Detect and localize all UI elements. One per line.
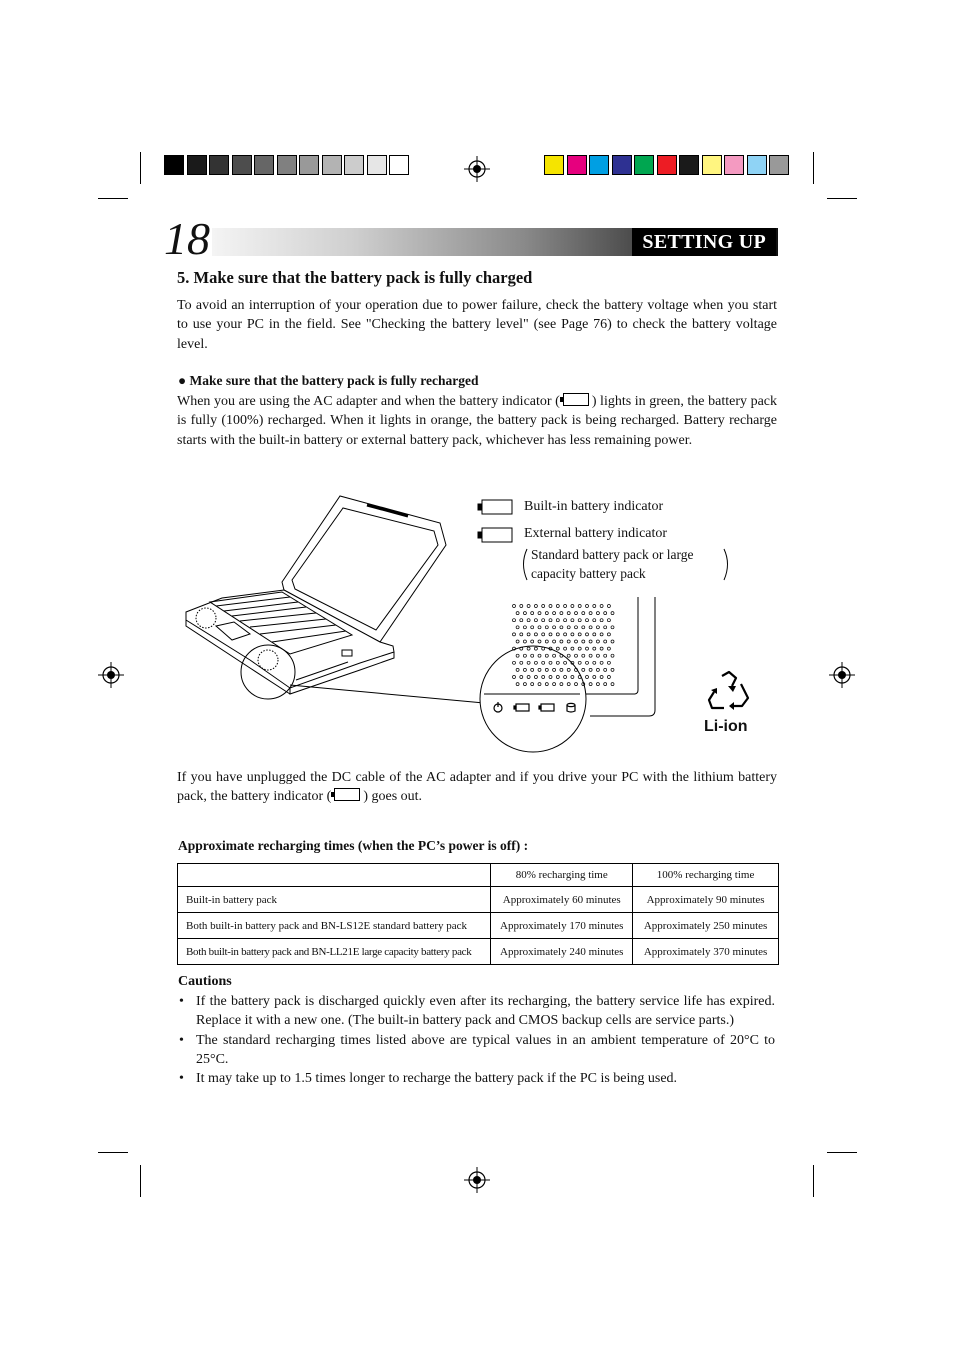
- speaker-hole: [542, 633, 545, 636]
- crop-mark: [827, 1152, 857, 1153]
- external-battery-label: External battery indicator: [524, 526, 668, 541]
- speaker-hole: [523, 640, 526, 643]
- table-cell: Built-in battery pack: [178, 887, 491, 913]
- speaker-hole: [578, 619, 581, 622]
- speaker-hole: [593, 605, 596, 608]
- page-number: 18: [164, 213, 210, 264]
- speaker-hole: [604, 668, 607, 671]
- speaker-hole: [553, 612, 556, 615]
- external-battery-note-line1: Standard battery pack or large: [531, 547, 694, 562]
- color-swatch: [612, 155, 632, 175]
- speaker-hole: [560, 612, 563, 615]
- speaker-hole: [607, 676, 610, 679]
- speaker-hole: [607, 647, 610, 650]
- battery-indicator-icon: [334, 788, 360, 801]
- speaker-hole: [604, 654, 607, 657]
- section-title: SETTING UP: [632, 228, 776, 256]
- color-swatch: [679, 155, 699, 175]
- color-swatch: [544, 155, 564, 175]
- builtin-battery-label: Built-in battery indicator: [524, 499, 664, 514]
- speaker-hole: [611, 654, 614, 657]
- speaker-hole: [578, 647, 581, 650]
- speaker-hole: [611, 612, 614, 615]
- speaker-hole: [589, 626, 592, 629]
- speaker-hole: [553, 640, 556, 643]
- speaker-hole: [593, 661, 596, 664]
- crop-mark: [140, 1165, 141, 1197]
- color-swatch: [724, 155, 744, 175]
- speaker-hole: [586, 633, 589, 636]
- li-ion-mark: Li-ion: [704, 718, 748, 735]
- recycle-icon: [706, 670, 752, 714]
- speaker-hole: [600, 605, 603, 608]
- color-swatch: [164, 155, 184, 175]
- speaker-hole: [586, 661, 589, 664]
- speaker-hole: [596, 668, 599, 671]
- speaker-hole: [607, 619, 610, 622]
- speaker-hole: [534, 619, 537, 622]
- speaker-hole: [589, 640, 592, 643]
- speaker-hole: [607, 605, 610, 608]
- external-battery-note-line2: capacity battery pack: [531, 566, 646, 581]
- speaker-hole: [600, 661, 603, 664]
- speaker-hole: [556, 605, 559, 608]
- color-swatch: [322, 155, 342, 175]
- speaker-hole: [578, 605, 581, 608]
- recharging-times-table: [177, 863, 779, 965]
- speaker-hole: [567, 654, 570, 657]
- color-swatch: [769, 155, 789, 175]
- speaker-hole: [604, 640, 607, 643]
- crop-mark: [98, 1152, 128, 1153]
- speaker-hole: [607, 661, 610, 664]
- crop-mark: [140, 152, 141, 184]
- speaker-hole: [582, 612, 585, 615]
- speaker-hole: [607, 633, 610, 636]
- intro-paragraph: To avoid an interruption of your operation due to power failure, check the battery voltage when you start to use your PC in the field. See "Checking the battery level" (see Page 76) to check the battery voltage level.: [177, 298, 777, 352]
- speaker-hole: [571, 605, 574, 608]
- table-header-cell: [178, 864, 491, 887]
- speaker-hole: [513, 633, 516, 636]
- table-cell: Approximately 250 minutes: [633, 913, 779, 939]
- crop-mark: [813, 152, 814, 184]
- speaker-hole: [520, 605, 523, 608]
- speaker-hole: [560, 640, 563, 643]
- speaker-hole: [564, 647, 567, 650]
- speaker-hole: [589, 683, 592, 686]
- cautions-heading: Cautions: [178, 974, 232, 989]
- speaker-hole: [567, 640, 570, 643]
- speaker-hole: [523, 626, 526, 629]
- speaker-hole: [593, 633, 596, 636]
- speaker-hole: [582, 640, 585, 643]
- speaker-hole: [556, 633, 559, 636]
- speaker-hole: [589, 668, 592, 671]
- speaker-hole: [586, 605, 589, 608]
- color-swatch: [747, 155, 767, 175]
- speaker-hole: [513, 619, 516, 622]
- speaker-hole: [516, 626, 519, 629]
- color-swatch: [657, 155, 677, 175]
- speaker-hole: [582, 654, 585, 657]
- speaker-hole: [560, 626, 563, 629]
- step-heading: 5. Make sure that the battery pack is fully charged: [177, 268, 533, 287]
- unplug-paragraph: If you have unplugged the DC cable of the AC adapter and if you drive your PC with the lithium battery pack, the battery indicator ( ) goes out.: [177, 770, 777, 805]
- speaker-hole: [520, 619, 523, 622]
- speaker-hole: [596, 654, 599, 657]
- speaker-hole: [586, 619, 589, 622]
- speaker-hole: [604, 612, 607, 615]
- speaker-hole: [527, 619, 530, 622]
- table-cell: Both built-in battery pack and BN-LL21E large capacity battery pack: [178, 939, 491, 965]
- table-row: [178, 887, 779, 913]
- speaker-hole: [611, 626, 614, 629]
- table-cell: Approximately 170 minutes: [491, 913, 633, 939]
- speaker-hole: [604, 683, 607, 686]
- speaker-hole: [513, 605, 516, 608]
- speaker-hole: [534, 633, 537, 636]
- laptop-illustration: [180, 490, 780, 760]
- speaker-hole: [549, 619, 552, 622]
- speaker-hole: [545, 612, 548, 615]
- color-swatch: [702, 155, 722, 175]
- speaker-hole: [582, 626, 585, 629]
- color-swatch: [254, 155, 274, 175]
- speaker-hole: [549, 633, 552, 636]
- speaker-hole: [567, 612, 570, 615]
- speaker-hole: [567, 626, 570, 629]
- speaker-hole: [571, 633, 574, 636]
- speaker-hole: [545, 626, 548, 629]
- crop-mark: [827, 198, 857, 199]
- speaker-hole: [575, 640, 578, 643]
- speaker-hole: [564, 619, 567, 622]
- speaker-hole: [534, 605, 537, 608]
- speaker-hole: [542, 619, 545, 622]
- color-swatch: [277, 155, 297, 175]
- speaker-hole: [596, 640, 599, 643]
- color-swatch: [299, 155, 319, 175]
- speaker-hole: [596, 626, 599, 629]
- speaker-hole: [553, 626, 556, 629]
- speaker-hole: [520, 633, 523, 636]
- speaker-hole: [545, 640, 548, 643]
- speaker-hole: [575, 626, 578, 629]
- color-swatch: [367, 155, 387, 175]
- color-swatch: [187, 155, 207, 175]
- speaker-hole: [542, 605, 545, 608]
- speaker-hole: [531, 640, 534, 643]
- color-swatch: [634, 155, 654, 175]
- color-swatch: [209, 155, 229, 175]
- speaker-hole: [556, 619, 559, 622]
- speaker-hole: [578, 633, 581, 636]
- bullet-icon: ●: [178, 373, 187, 388]
- table-header-cell: 80% recharging time: [491, 864, 633, 887]
- registration-mark-icon: [98, 662, 124, 688]
- speaker-hole: [538, 626, 541, 629]
- speaker-hole: [523, 612, 526, 615]
- color-swatch: [344, 155, 364, 175]
- registration-mark-icon: [829, 662, 855, 688]
- speaker-hole: [527, 605, 530, 608]
- speaker-hole: [611, 640, 614, 643]
- speaker-hole: [571, 647, 574, 650]
- caution-item: • If the battery pack is discharged quickly even after its recharging, the battery service life has expired. Replace it with a new one. (The built-in battery pack and CMOS backup cells are service parts.): [177, 992, 775, 1031]
- table-cell: Approximately 370 minutes: [633, 939, 779, 965]
- speaker-hole: [593, 676, 596, 679]
- speaker-hole: [593, 619, 596, 622]
- recharge-paragraph: When you are using the AC adapter and when the battery indicator ( ) lights in green, the battery pack is fully (100%) recharged. When it lights in orange, the battery pack is being recharged. Battery recharge starts with the built-in battery or external battery pack, whichever has less remaining power.: [177, 394, 777, 448]
- color-swatch: [589, 155, 609, 175]
- color-swatch: [567, 155, 587, 175]
- speaker-hole: [586, 676, 589, 679]
- table-caption: Approximate recharging times (when the PC’s power is off) :: [178, 838, 529, 853]
- speaker-hole: [589, 612, 592, 615]
- table-cell: Approximately 60 minutes: [491, 887, 633, 913]
- speaker-hole: [593, 647, 596, 650]
- speaker-hole: [586, 647, 589, 650]
- speaker-hole: [549, 605, 552, 608]
- speaker-hole: [575, 654, 578, 657]
- speaker-hole: [531, 612, 534, 615]
- speaker-hole: [564, 605, 567, 608]
- speaker-hole: [600, 647, 603, 650]
- speaker-hole: [600, 676, 603, 679]
- registration-mark-icon: [464, 1167, 490, 1193]
- table-cell: Approximately 240 minutes: [491, 939, 633, 965]
- speaker-hole: [516, 612, 519, 615]
- speaker-hole: [604, 626, 607, 629]
- caution-item: • The standard recharging times listed above are typical values in an ambient temperature of 20°C to 25°C.: [177, 1031, 775, 1070]
- color-swatch: [389, 155, 409, 175]
- speaker-hole: [589, 654, 592, 657]
- battery-indicator-icon: [563, 393, 589, 406]
- table-row: [178, 939, 779, 965]
- speaker-hole: [531, 626, 534, 629]
- speaker-hole: [596, 612, 599, 615]
- speaker-hole: [578, 661, 581, 664]
- speaker-hole: [516, 640, 519, 643]
- speaker-hole: [596, 683, 599, 686]
- speaker-hole: [556, 647, 559, 650]
- recharge-bullet-heading: ● Make sure that the battery pack is fully recharged: [178, 373, 479, 388]
- table-cell: Both built-in battery pack and BN-LS12E standard battery pack: [178, 913, 491, 939]
- speaker-hole: [571, 619, 574, 622]
- table-header-cell: 100% recharging time: [633, 864, 779, 887]
- speaker-hole: [575, 612, 578, 615]
- table-cell: Approximately 90 minutes: [633, 887, 779, 913]
- speaker-hole: [600, 633, 603, 636]
- registration-mark-icon: [464, 156, 490, 182]
- crop-mark: [98, 198, 128, 199]
- speaker-hole: [600, 619, 603, 622]
- cautions-list: [177, 992, 775, 1088]
- speaker-hole: [582, 668, 585, 671]
- speaker-hole: [538, 640, 541, 643]
- speaker-hole: [564, 633, 567, 636]
- color-swatch: [232, 155, 252, 175]
- caution-item: • It may take up to 1.5 times longer to recharge the battery pack if the PC is being used.: [177, 1069, 775, 1088]
- table-header-row: [178, 864, 779, 887]
- speaker-hole: [538, 612, 541, 615]
- speaker-hole: [611, 683, 614, 686]
- speaker-hole: [527, 633, 530, 636]
- table-row: [178, 913, 779, 939]
- speaker-hole: [611, 668, 614, 671]
- crop-mark: [813, 1165, 814, 1197]
